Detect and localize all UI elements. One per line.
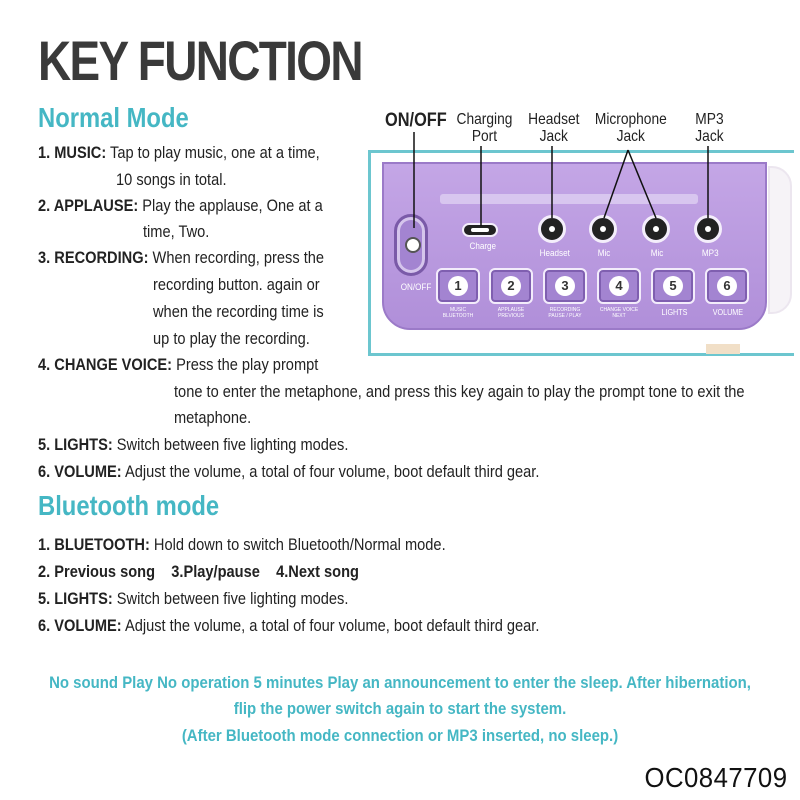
callout-onoff: ON/OFF	[385, 110, 447, 131]
callout-line: Charging	[456, 111, 513, 128]
item-text: Hold down to switch Bluetooth/Normal mode.	[153, 535, 446, 554]
mic1-port-label: Mic	[597, 248, 611, 258]
key-number: 6	[717, 276, 737, 296]
normal-item-recording-cont-2: when the recording time is	[153, 302, 324, 321]
callout-line: Microphone	[594, 111, 667, 128]
bluetooth-mode-heading: Bluetooth mode	[38, 490, 220, 521]
callout-line: Port	[471, 128, 498, 145]
sleep-note-line-1: No sound Play No operation 5 minutes Play an announcement to enter the sleep. After hibernation,	[49, 673, 751, 692]
callout-charging-port	[457, 111, 513, 145]
key-number: 1	[448, 276, 468, 296]
product-code: OC0847709	[644, 762, 788, 793]
key-number: 4	[609, 276, 629, 296]
onoff-port-label: ON/OFF	[400, 282, 432, 292]
item-text: Switch between five lighting modes.	[116, 589, 349, 608]
item-text: Adjust the volume, a total of four volume, boot default third gear.	[124, 616, 540, 635]
mp3-port-label: MP3	[701, 248, 719, 258]
normal-item-recording-cont-3: up to play the recording.	[153, 329, 310, 348]
callout-line: Jack	[539, 128, 568, 145]
key-label-line: CHANGE VOICE	[599, 307, 639, 313]
bt-previous-song: 2. Previous song	[38, 562, 156, 581]
item-key: 4. CHANGE VOICE:	[38, 355, 173, 374]
bt-next-song: 4.Next song	[276, 562, 359, 581]
normal-item-change-voice-cont-1: tone to enter the metaphone, and press this key again to play the prompt tone to exit the	[174, 382, 745, 401]
callout-line: Jack	[616, 128, 645, 145]
key-label-line: NEXT	[612, 313, 626, 319]
mic2-port-label: Mic	[650, 248, 664, 258]
item-text: Adjust the volume, a total of four volume, boot default third gear.	[124, 462, 540, 481]
key-label-line: BLUETOOTH	[442, 313, 474, 319]
item-key: 5. LIGHTS:	[38, 589, 113, 608]
item-text: Play the applause, One at a	[142, 196, 323, 215]
page-title: KEY FUNCTION	[38, 29, 362, 92]
sleep-note-line-3: (After Bluetooth mode connection or MP3 inserted, no sleep.)	[181, 726, 619, 745]
normal-item-applause-cont: time, Two.	[143, 222, 210, 241]
key-number: 3	[555, 276, 575, 296]
item-key: 3. RECORDING:	[38, 248, 149, 267]
callout-mp3-jack	[695, 111, 723, 145]
key-number: 2	[501, 276, 521, 296]
key-label-line: RECORDING	[549, 307, 581, 313]
callout-line: MP3	[695, 111, 724, 128]
callout-microphone-jack	[595, 111, 667, 145]
item-key: 5. LIGHTS:	[38, 435, 113, 454]
key-label-line: MUSIC	[449, 307, 467, 313]
item-key: 1. MUSIC:	[38, 143, 107, 162]
item-key: 2. APPLAUSE:	[38, 196, 139, 215]
item-text: Press the play prompt	[176, 355, 319, 374]
callout-line: Headset	[528, 111, 580, 128]
item-text: Switch between five lighting modes.	[116, 435, 349, 454]
key-number: 5	[663, 276, 683, 296]
callout-line: Jack	[695, 128, 724, 145]
item-text: When recording, press the	[152, 248, 325, 267]
sleep-note-line-2: flip the power switch again to start the system.	[233, 699, 567, 718]
headset-port-label: Headset	[539, 248, 570, 258]
normal-item-recording-cont-1: recording button. again or	[153, 275, 320, 294]
key-label-line: PREVIOUS	[498, 313, 524, 319]
key-label-line: PAUSE / PLAY	[548, 313, 582, 319]
key-5-label: LIGHTS	[661, 308, 688, 317]
item-text: Tap to play music, one at a time,	[110, 143, 320, 162]
key-label-line: APPLAUSE	[497, 307, 525, 313]
item-key: 6. VOLUME:	[38, 462, 122, 481]
normal-item-change-voice-cont-2: metaphone.	[174, 408, 252, 427]
bt-play-pause: 3.Play/pause	[171, 562, 260, 581]
key-6-label: VOLUME	[712, 308, 744, 317]
normal-mode-heading: Normal Mode	[38, 102, 189, 133]
callout-headset-jack	[528, 111, 579, 145]
item-key: 1. BLUETOOTH:	[38, 535, 150, 554]
normal-item-music-cont: 10 songs in total.	[116, 170, 227, 189]
item-key: 6. VOLUME:	[38, 616, 122, 635]
charge-port-label: Charge	[469, 241, 497, 251]
